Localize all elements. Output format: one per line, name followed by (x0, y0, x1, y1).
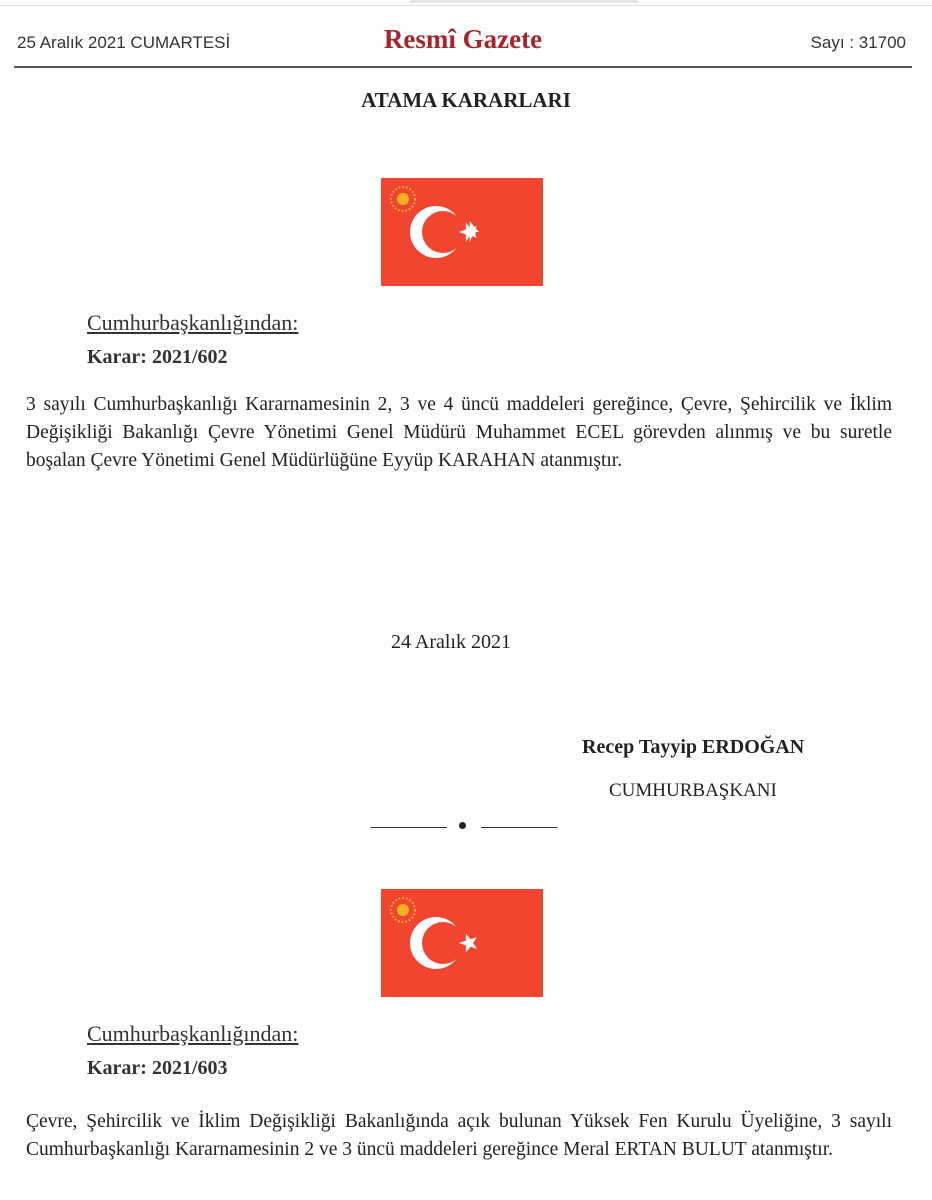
browser-tab (410, 0, 638, 3)
gazette-header (14, 26, 912, 68)
section-separator (371, 819, 557, 835)
gazette-title: Resmî Gazete (383, 24, 543, 54)
signer-name: Recep Tayyip ERDOĞAN (582, 736, 805, 758)
issuing-authority: Cumhurbaşkanlığından: (87, 310, 299, 335)
issue-date: 25 Aralık 2021 CUMARTESİ (17, 33, 231, 52)
signer-title: CUMHURBAŞKANI (609, 780, 777, 801)
decision-text: 3 sayılı Cumhurbaşkanlığı Kararnamesinin 2, 3 ve 4 üncü maddeleri gereğince, Çevre, Şehircilik ve İklim Değişikliği Bakanlığı Çevre Yönetimi Genel Müdürü Muhammet ECEL görevden alınmış ve bu suretle boşalan Çevre Yönetimi Genel Müdürlüğüne Eyyüp KARAHAN atanmıştır. (26, 394, 892, 471)
presidential-flag-icon (381, 889, 543, 997)
section-title: ATAMA KARARLARI (361, 88, 571, 112)
issuing-authority: Cumhurbaşkanlığından: (87, 1021, 299, 1046)
decision-date: 24 Aralık 2021 (391, 631, 511, 653)
decision-number: Karar: 2021/602 (87, 346, 228, 368)
presidential-flag-icon (381, 178, 543, 286)
browser-top-strip (0, 0, 932, 6)
decision-text: Çevre, Şehircilik ve İklim Değişikliği Bakanlığında açık bulunan Yüksek Fen Kurulu Üyeliğine, 3 sayılı Cumhurbaşkanlığı Kararnamesinin 2 ve 3 üncü maddeleri gereğince Meral ERTAN BULUT atanmıştır. (26, 1111, 892, 1160)
decision-number: Karar: 2021/603 (87, 1057, 228, 1079)
issue-number: Sayı : 31700 (810, 33, 906, 52)
